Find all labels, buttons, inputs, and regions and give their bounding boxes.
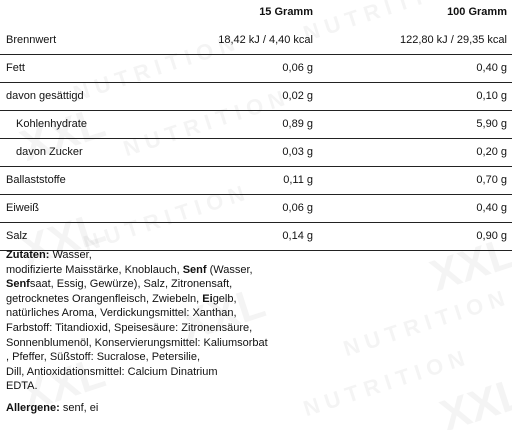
row-label: Fett (6, 62, 25, 74)
value-15g: 0,89 g (282, 118, 313, 130)
watermark-text (300, 344, 473, 422)
column-header-15g: 15 Gramm (259, 6, 313, 18)
value-100g: 0,90 g (476, 230, 507, 242)
row-label: davon Zucker (16, 146, 83, 158)
ingredients-line: Sonnenblumenöl, Konservierungsmittel: Kaliumsorbat (6, 336, 268, 349)
table-row-protein (0, 195, 512, 223)
ingredients-line: , Pfeffer, Süßstoff: Sucralose, Petersilie, (6, 351, 201, 364)
ingredients-text (6, 248, 296, 394)
allergen-highlight: Senf (182, 263, 207, 276)
ingredients-line: (Wasser, (206, 263, 253, 276)
ingredients-line: EDTA. (6, 380, 38, 393)
ingredients-line: Farbstoff: Titandioxid, Speisesäure: Zitronensäure, (6, 321, 253, 334)
ingredients-line: getrocknetes Orangenfleisch, Zwiebeln, (6, 292, 203, 305)
table-row-fiber (0, 167, 512, 195)
row-label: Kohlenhydrate (16, 118, 87, 130)
value-15g: 0,11 g (283, 174, 313, 186)
allergens-line (6, 402, 98, 414)
value-15g: 0,06 g (282, 202, 313, 214)
value-15g: 0,14 g (282, 230, 313, 242)
table-row-sugar (0, 139, 512, 167)
value-100g: 0,40 g (476, 202, 507, 214)
watermark-text (340, 284, 512, 362)
row-label: Ballaststoffe (6, 174, 66, 186)
allergens-heading: Allergene: (6, 402, 60, 414)
row-label: davon gesättigd (6, 90, 84, 102)
table-row-energy (0, 27, 512, 55)
table-row-fat (0, 55, 512, 83)
table-row-carbohydrates (0, 111, 512, 139)
value-100g: 0,70 g (476, 174, 507, 186)
value-15g: 18,42 kJ / 4,40 kcal (218, 34, 313, 46)
value-15g: 0,03 g (282, 146, 313, 158)
ingredients-line: natürliches Aroma, Verdickungsmittel: Xanthan, (6, 307, 237, 320)
watermark-logo (434, 368, 512, 430)
value-15g: 0,02 g (282, 90, 313, 102)
ingredients-line: Wasser, (49, 249, 92, 261)
table-row-saturated (0, 83, 512, 111)
table-row-salt (0, 223, 512, 251)
allergens-value: senf, ei (59, 402, 99, 414)
ingredients-line: gelb, (212, 292, 237, 305)
ingredients-heading: Zutaten: (6, 249, 50, 261)
value-100g: 0,10 g (476, 90, 507, 102)
ingredients-line: Dill, Antioxidationsmittel: Calcium Dinatrium (6, 365, 218, 378)
allergen-highlight: Ei (202, 292, 213, 305)
ingredients-line: modifizierte Maisstärke, Knoblauch, (6, 263, 183, 276)
value-100g: 0,40 g (476, 62, 507, 74)
value-100g: 0,20 g (476, 146, 507, 158)
allergen-highlight: Senf (6, 278, 30, 291)
row-label: Eiweiß (6, 202, 40, 214)
value-15g: 0,06 g (282, 62, 313, 74)
row-label: Salz (6, 230, 28, 242)
value-100g: 5,90 g (476, 118, 507, 130)
table-header (0, 0, 512, 27)
row-label: Brennwert (6, 34, 57, 46)
ingredients-line: saat, Essig, Gewürze), Salz, Zitronensaft, (29, 278, 233, 291)
value-100g: 122,80 kJ / 29,35 kcal (399, 34, 507, 46)
column-header-100g: 100 Gramm (447, 6, 507, 18)
